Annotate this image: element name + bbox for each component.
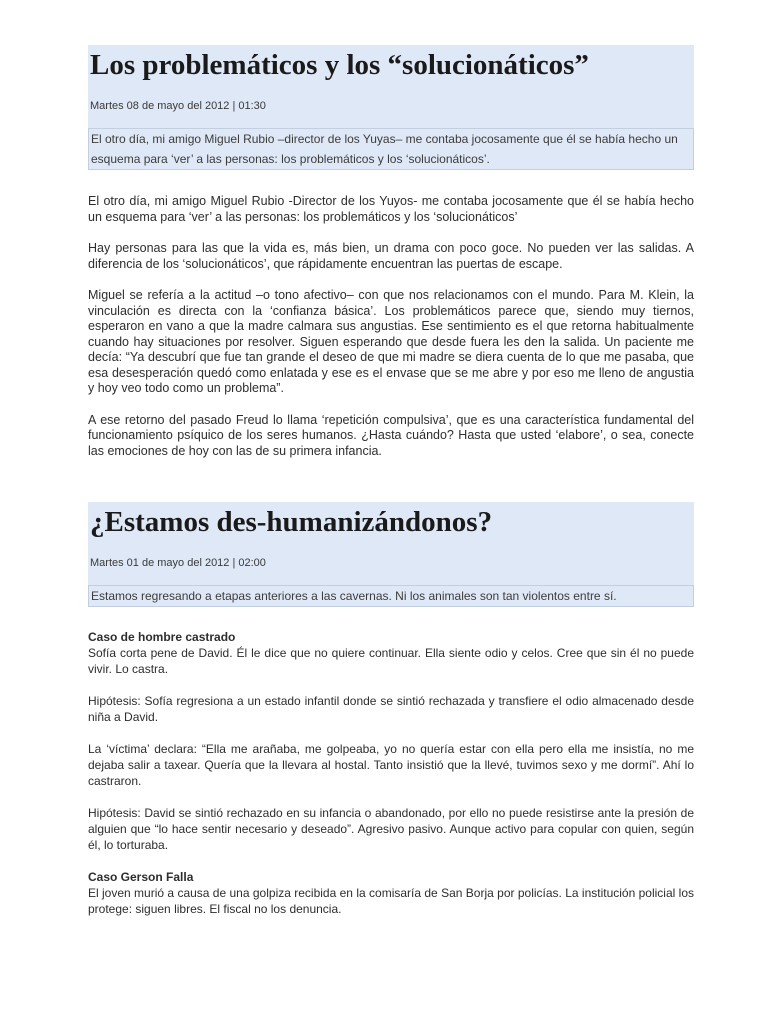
article-1-paragraph-4: A ese retorno del pasado Freud lo llama ‘repetición compulsiva’, que es una característica fundamental del funcionamiento psíquico de los seres humanos. ¿Hasta cuándo? Hasta que usted ‘elabore’, o sea, conecte las emociones de hoy con las de su primera infancia. (88, 412, 694, 458)
article-2-date: Martes 01 de mayo del 2012 | 02:00 (90, 557, 266, 569)
article-2-paragraph-2: La ‘víctima’ declara: “Ella me arañaba, me golpeaba, yo no quería estar con ella pero ella me insistía, no me dejaba salir a taxear. Quería que la llevara al hostal. Tanto insistió que la llevé, tuvimos sexo y me dormí”. Ahí lo castraron. (88, 742, 694, 788)
article-1-header (88, 45, 694, 128)
article-2-paragraph-3: Hipótesis: David se sintió rechazado en su infancia o abandonado, por ello no puede resistirse ante la presión de alguien que “lo hace sentir necesario y deseado”. Agresivo pasivo. Aunque activo para copular con quien, según él, lo torturaba. (88, 806, 694, 852)
article-2-title: ¿Estamos des-humanizándonos? (90, 506, 493, 538)
article-1-summary: El otro día, mi amigo Miguel Rubio –director de los Yuyas– me contaba jocosamente que él se había hecho un esquema para ‘ver’ a las personas: los problemáticos y los ‘solucionáticos’. (88, 128, 694, 170)
article-2 (88, 502, 694, 917)
article-2-header (88, 502, 694, 585)
case-2-title: Caso Gerson Falla (88, 870, 194, 884)
article-1-paragraph-1: El otro día, mi amigo Miguel Rubio -Director de los Yuyos- me contaba jocosamente que él se había hecho un esquema para ‘ver’ a las personas: los problemáticos y los ‘solucionáticos’ (88, 194, 694, 224)
case-1-text: Sofía corta pene de David. Él le dice que no quiere continuar. Ella siente odio y celos. Cree que sin él no puede vivir. Lo castra. (88, 646, 694, 676)
article-1 (88, 45, 694, 459)
case-2-text: El joven murió a causa de una golpiza recibida en la comisaría de San Borja por policías. La institución policial los protege: siguen libres. El fiscal no los denuncia. (88, 886, 694, 916)
article-1-paragraph-2: Hay personas para las que la vida es, más bien, un drama con poco goce. No pueden ver las salidas. A diferencia de los ‘solucionáticos’, que rápidamente encuentran las puertas de escape. (88, 241, 694, 271)
article-1-paragraph-3: Miguel se refería a la actitud –o tono afectivo– con que nos relacionamos con el mundo. Para M. Klein, la vinculación es directa con la ‘confianza básica’. Los problemáticos parece que, siendo muy tiernos, esperaron en vano a que la madre calmara sus angustias. Ese sentimiento es el que retorna habitualmente cuando hay situaciones por resolver. Siguen esperando que desde fuera les den la salida. Un paciente me decía: “Ya descubrí que fue tan grande el deseo de que mi madre se diera cuenta de lo que me pasaba, que esa desesperación quedó como enlatada y ese es el envase que se me abre y por eso me lleno de angustia y hoy veo todo como un problema”. (88, 288, 694, 395)
article-2-summary: Estamos regresando a etapas anteriores a las cavernas. Ni los animales son tan violentos entre sí. (88, 585, 694, 607)
article-1-date: Martes 08 de mayo del 2012 | 01:30 (90, 100, 266, 112)
article-2-paragraph-1: Hipótesis: Sofía regresiona a un estado infantil donde se sintió rechazada y transfiere el odio almacenado desde niña a David. (88, 694, 694, 724)
case-1-title: Caso de hombre castrado (88, 630, 236, 644)
article-1-body (88, 194, 694, 459)
article-1-title: Los problemáticos y los “solucionáticos” (90, 49, 589, 81)
article-2-body (88, 629, 694, 917)
